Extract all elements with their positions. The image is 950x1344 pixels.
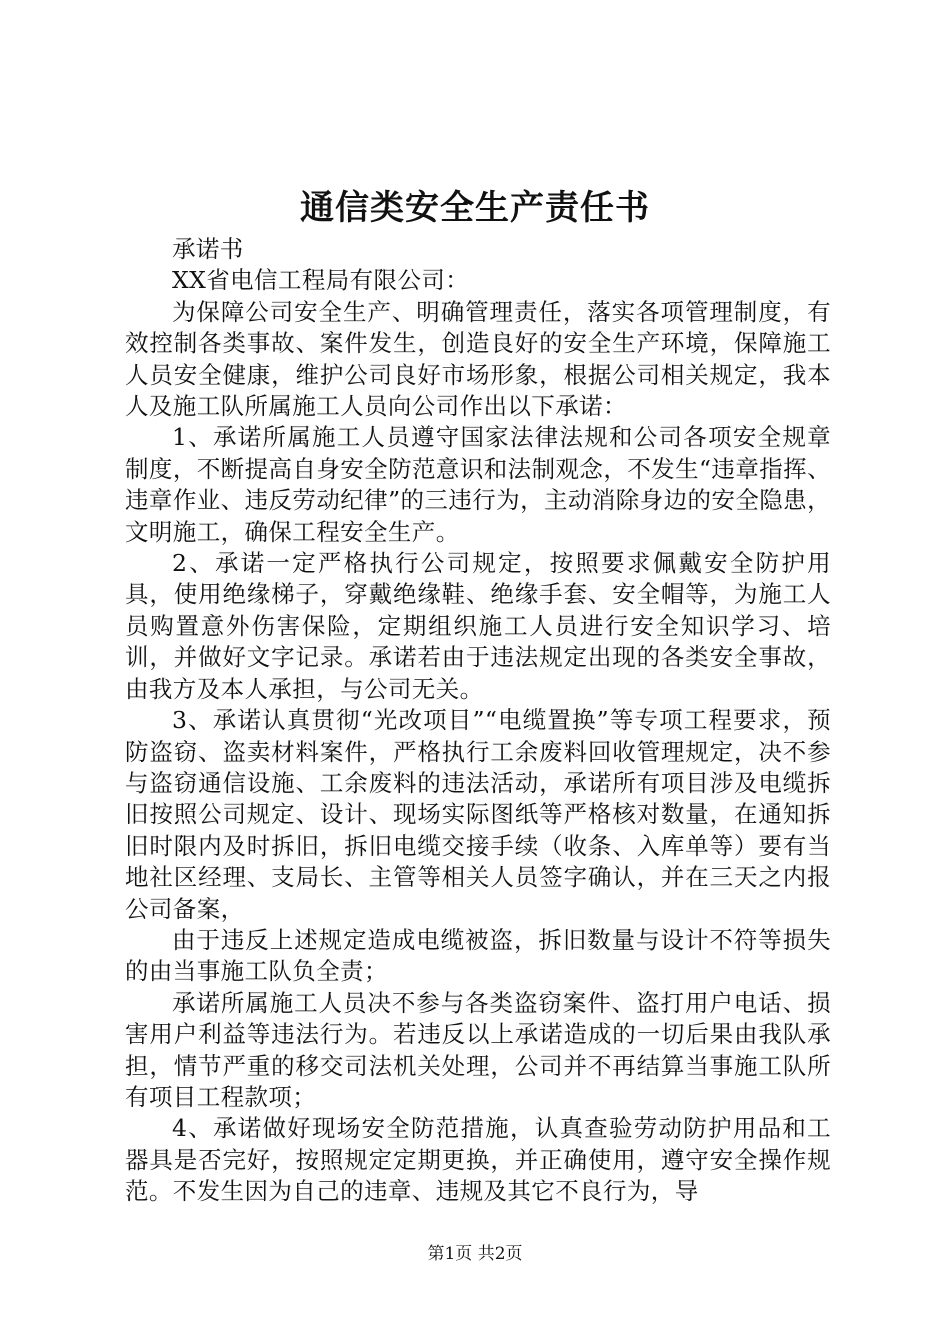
paragraph-heading: 承诺书 [172, 235, 244, 263]
document-title: 通信类安全生产责任书 [300, 188, 650, 228]
paragraph-intro: 为保障公司安全生产、明确管理责任，落实各项管理制度，有效控制各类事故、案件发生，创造良好的安全生产环境，保障施工人员安全健康，维护公司良好市场形象，根据公司相关规定，我本人及施工队所属施工人员向公司作出以下承诺： [125, 297, 831, 421]
paragraph-item-3-commitment: 承诺所属施工人员决不参与各类盗窃案件、盗打用户电话、损害用户利益等违法行为。若违反以上承诺造成的一切后果由我队承担，情节严重的移交司法机关处理，公司并不再结算当事施工队所有项目工程款项； [125, 988, 831, 1111]
paragraph-item-4: 4、承诺做好现场安全防范措施，认真查验劳动防护用品和工器具是否完好，按照规定定期更换，并正确使用，遵守安全操作规范。不发生因为自己的违章、违规及其它不良行为，导 [125, 1114, 831, 1206]
paragraph-item-3: 3、承诺认真贯彻“光改项目”“电缆置换”等专项工程要求，预防盗窃、盗卖材料案件，严格执行工余废料回收管理规定，决不参与盗窃通信设施、工余废料的违法活动，承诺所有项目涉及电缆拆旧按照公司规定、设计、现场实际图纸等严格核对数量，在通知拆旧时限内及时拆旧，拆旧电缆交接手续（收条、入库单等）要有当地社区经理、支局长、主管等相关人员签字确认，并在三天之内报公司备案， [125, 706, 831, 923]
paragraph-item-3-liability: 由于违反上述规定造成电缆被盗，拆旧数量与设计不符等损失的由当事施工队负全责； [125, 925, 831, 986]
paragraph-item-1: 1、承诺所属施工人员遵守国家法律法规和公司各项安全规章制度，不断提高自身安全防范意识和法制观念，不发生“违章指挥、违章作业、违反劳动纪律”的三违行为，主动消除身边的安全隐患，文明施工，确保工程安全生产。 [125, 423, 831, 546]
paragraph-item-2: 2、承诺一定严格执行公司规定，按照要求佩戴安全防护用具，使用绝缘梯子，穿戴绝缘鞋、绝缘手套、安全帽等，为施工人员购置意外伤害保险，定期组织施工人员进行安全知识学习、培训，并做好文字记录。承诺若由于违法规定出现的各类安全事故，由我方及本人承担，与公司无关。 [125, 549, 831, 703]
document-body [125, 234, 831, 1208]
paragraph-addressee: XX省电信工程局有限公司： [172, 266, 470, 295]
page-number-footer: 第1页 共2页 [427, 1244, 523, 1264]
